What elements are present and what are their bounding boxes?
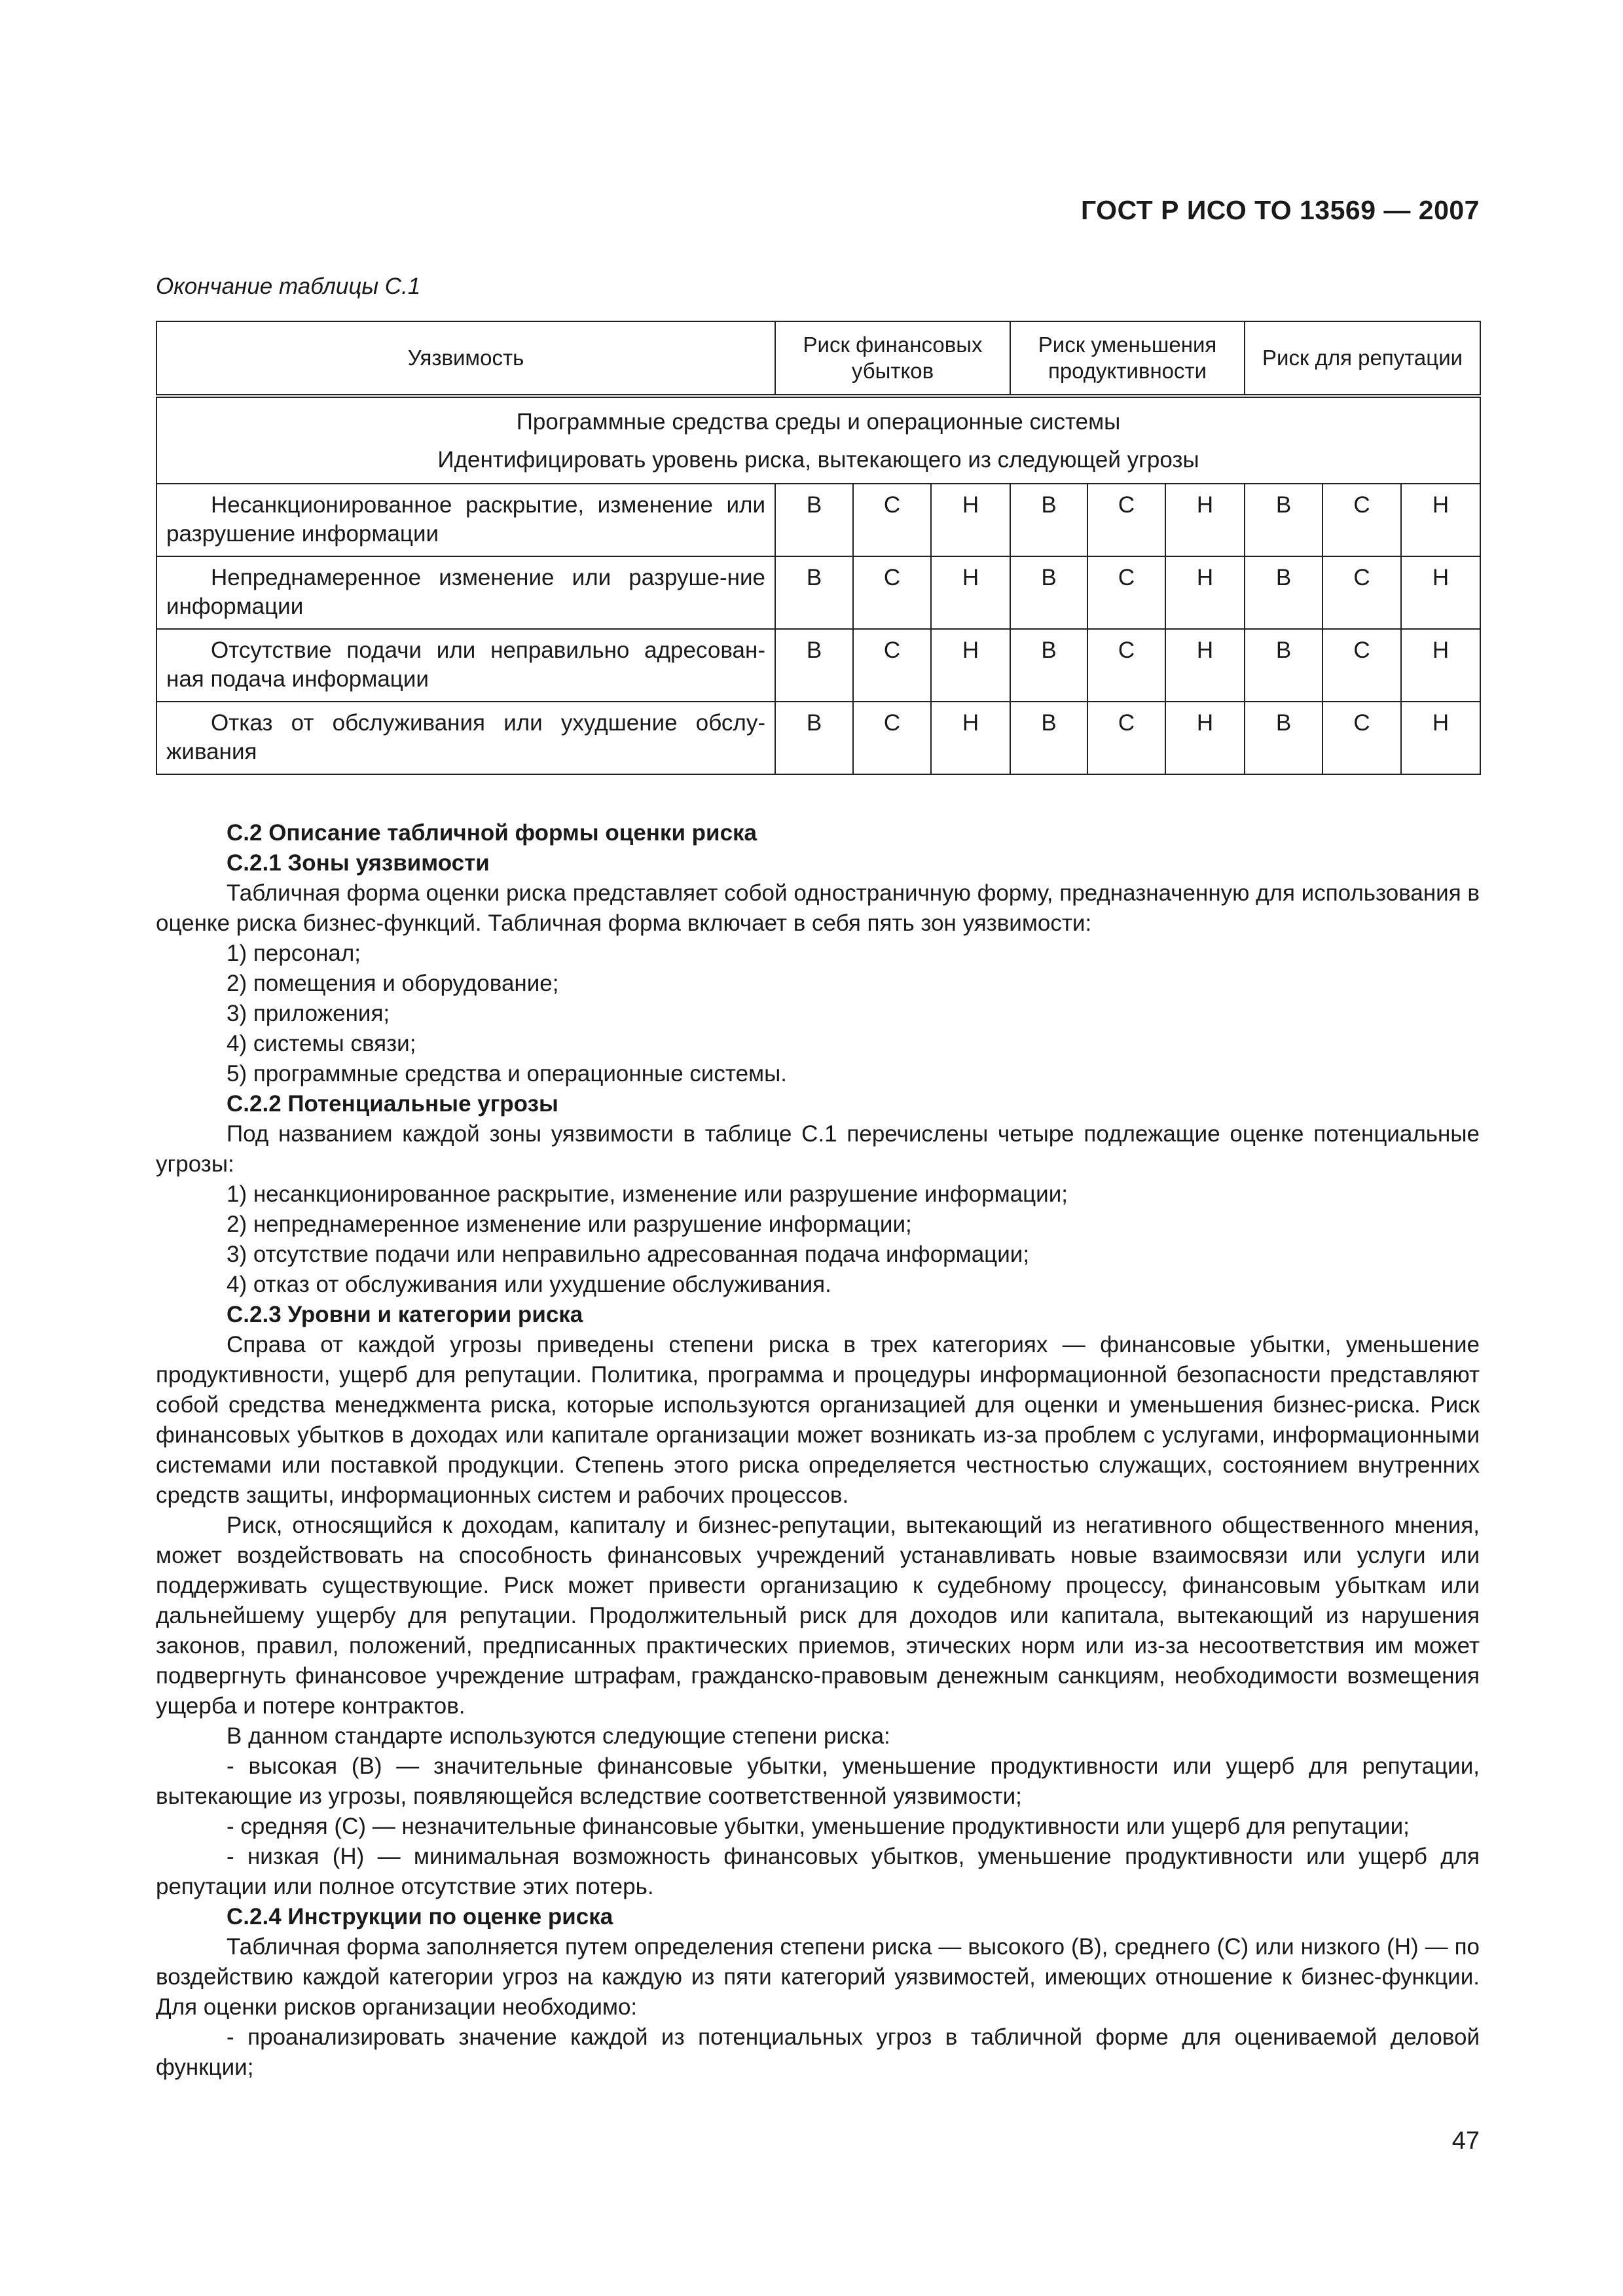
section-heading: С.2.3 Уровни и категории риска [227, 1302, 583, 1327]
paragraph: Справа от каждой угрозы приведены степени риска в трех категориях — финансовые убытки, уменьшение продуктивности, ущерб для репутации. Политика, программа и процедуры информационной безопасности представляют собой средства менеджмента риска, которые используются организацией для оценки и уменьшения бизнес-риска. Риск финансовых убытков в доходах или капитале организации может возникать из-за проблем с услугами, информационными системами или поставкой продукции. Степень этого риска определяется честностью служащих, состоянием внутренних средств защиты, информационных систем и рабочих процессов. [156, 1332, 1480, 1508]
column-header-vulnerability: Уязвимость [156, 321, 775, 396]
threat-label: Несанкционированное раскрытие, изменение или разрушение информации [166, 492, 765, 547]
risk-level-cell: Н [1165, 556, 1245, 629]
risk-level-cell: С [1087, 556, 1165, 629]
section-heading: С.2.4 Инструкции по оценке риска [227, 1904, 613, 1929]
section-heading: С.2.2 Потенциальные угрозы [227, 1091, 558, 1117]
risk-level-cell: В [775, 629, 853, 702]
threat-label: Отсутствие подачи или неправильно адресован-ная подача информации [166, 637, 765, 692]
risk-level-cell: Н [1165, 629, 1245, 702]
group-title: Программные средства среды и операционные системы [516, 409, 1121, 435]
risk-level-cell: В [1245, 702, 1322, 774]
group-subtitle: Идентифицировать уровень риска, вытекающего из следующей угрозы [437, 447, 1199, 473]
table-group-row [156, 396, 1480, 484]
risk-level-cell: С [1087, 484, 1165, 556]
paragraph: Табличная форма оценки риска представляет собой одностраничную форму, предназначенную для использования в оценке риска бизнес-функций. Табличная форма включает в себя пять зон уязвимости: [156, 880, 1480, 936]
risk-level-cell: С [1322, 702, 1401, 774]
risk-level-cell: В [775, 702, 853, 774]
threat-rows [156, 484, 1480, 774]
column-header-financial-loss: Риск финансовых убытков [775, 321, 1010, 396]
risk-level-cell: В [1245, 556, 1322, 629]
section-heading: С.2 Описание табличной формы оценки риска [227, 820, 757, 846]
risk-level-cell: Н [931, 629, 1010, 702]
paragraph: В данном стандарте используются следующие степени риска: [227, 1723, 890, 1749]
threat-label: Непреднамеренное изменение или разруше-ние информации [166, 565, 765, 619]
risk-level-cell: В [1010, 702, 1087, 774]
risk-level-cell: Н [1165, 484, 1245, 556]
risk-level-cell: Н [931, 484, 1010, 556]
risk-level-cell: Н [1401, 629, 1480, 702]
threat-cell [156, 702, 775, 774]
table-row [156, 702, 1480, 774]
paragraph: 4) отказ от обслуживания или ухудшение обслуживания. [227, 1272, 831, 1297]
paragraph: 3) приложения; [227, 1001, 390, 1026]
paragraph: 3) отсутствие подачи или неправильно адресованная подача информации; [227, 1242, 1030, 1267]
paragraph: 5) программные средства и операционные системы. [227, 1061, 787, 1086]
table-row [156, 629, 1480, 702]
risk-level-cell: Н [1401, 556, 1480, 629]
risk-level-cell: В [1010, 629, 1087, 702]
risk-level-cell: С [853, 484, 931, 556]
risk-level-cell: Н [1401, 702, 1480, 774]
section-heading: С.2.1 Зоны уязвимости [227, 850, 490, 876]
risk-level-cell: С [853, 629, 931, 702]
paragraph: 1) несанкционированное раскрытие, изменение или разрушение информации; [227, 1181, 1068, 1207]
threat-cell [156, 556, 775, 629]
paragraph: 4) системы связи; [227, 1031, 416, 1056]
paragraph: - средняя (С) — незначительные финансовые убытки, уменьшение продуктивности или ущерб для репутации; [227, 1814, 1410, 1839]
table-row [156, 484, 1480, 556]
threat-label: Отказ от обслуживания или ухудшение обслу-живания [166, 710, 765, 764]
threat-cell [156, 484, 775, 556]
risk-level-cell: С [1322, 484, 1401, 556]
paragraph: 1) персонал; [227, 941, 361, 966]
table-caption: Окончание таблицы С.1 [156, 274, 421, 299]
paragraph: - высокая (В) — значительные финансовые убытки, уменьшение продуктивности или ущерб для репутации, вытекающие из угрозы, появляющейся вследствие соответственной уязвимости; [156, 1753, 1480, 1809]
risk-level-cell: Н [1165, 702, 1245, 774]
page-number: 47 [1451, 2127, 1480, 2155]
risk-level-cell: С [1087, 629, 1165, 702]
paragraph: Риск, относящийся к доходам, капиталу и бизнес-репутации, вытекающий из негативного общественного мнения, может воздействовать на способность финансовых учреждений устанавливать новые взаимосвязи или услуги или поддерживать существующие. Риск может привести организацию к судебному процессу, финансовым убыткам или дальнейшему ущербу для репутации. Продолжительный риск для доходов или капитала, вытекающий из нарушения законов, правил, положений, предписанных практических приемов, этических норм или из-за несоответствия им может подвергнуть финансовое учреждение штрафам, гражданско-правовым денежным санкциям, необходимости возмещения ущерба и потере контрактов. [156, 1513, 1480, 1719]
column-header-productivity-loss: Риск уменьшения продуктивности [1010, 321, 1245, 396]
threat-cell [156, 629, 775, 702]
risk-level-cell: С [1322, 556, 1401, 629]
document-header: ГОСТ Р ИСО ТО 13569 — 2007 [1080, 195, 1480, 225]
risk-level-cell: С [853, 702, 931, 774]
risk-table [156, 321, 1481, 775]
risk-level-cell: С [1087, 702, 1165, 774]
paragraph: Табличная форма заполняется путем определения степени риска — высокого (В), среднего (С) или низкого (Н) — по воздействию каждой категории угроз на каждую из пяти категорий уязвимостей, имеющих отношение к бизнес-функции. Для оценки рисков организации необходимо: [156, 1934, 1480, 2020]
table-row [156, 556, 1480, 629]
risk-level-cell: В [1245, 629, 1322, 702]
column-header-reputation: Риск для репутации [1245, 321, 1480, 396]
risk-level-cell: С [1322, 629, 1401, 702]
paragraph: Под названием каждой зоны уязвимости в таблице С.1 перечислены четыре подлежащие оценке потенциальные угрозы: [156, 1121, 1480, 1177]
risk-level-cell: С [853, 556, 931, 629]
paragraph: - низкая (Н) — минимальная возможность финансовых убытков, уменьшение продуктивности или ущерб для репутации или полное отсутствие этих потерь. [156, 1844, 1480, 1899]
body-text [156, 818, 1480, 2083]
risk-level-cell: Н [931, 556, 1010, 629]
risk-level-cell: В [1245, 484, 1322, 556]
paragraph: 2) непреднамеренное изменение или разрушение информации; [227, 1211, 912, 1237]
risk-level-cell: В [1010, 484, 1087, 556]
risk-level-cell: В [1010, 556, 1087, 629]
risk-level-cell: В [775, 556, 853, 629]
paragraph: - проанализировать значение каждой из потенциальных угроз в табличной форме для оцениваемой деловой функции; [156, 2024, 1480, 2080]
paragraph: 2) помещения и оборудование; [227, 971, 559, 996]
risk-level-cell: Н [931, 702, 1010, 774]
risk-level-cell: В [775, 484, 853, 556]
risk-level-cell: Н [1401, 484, 1480, 556]
